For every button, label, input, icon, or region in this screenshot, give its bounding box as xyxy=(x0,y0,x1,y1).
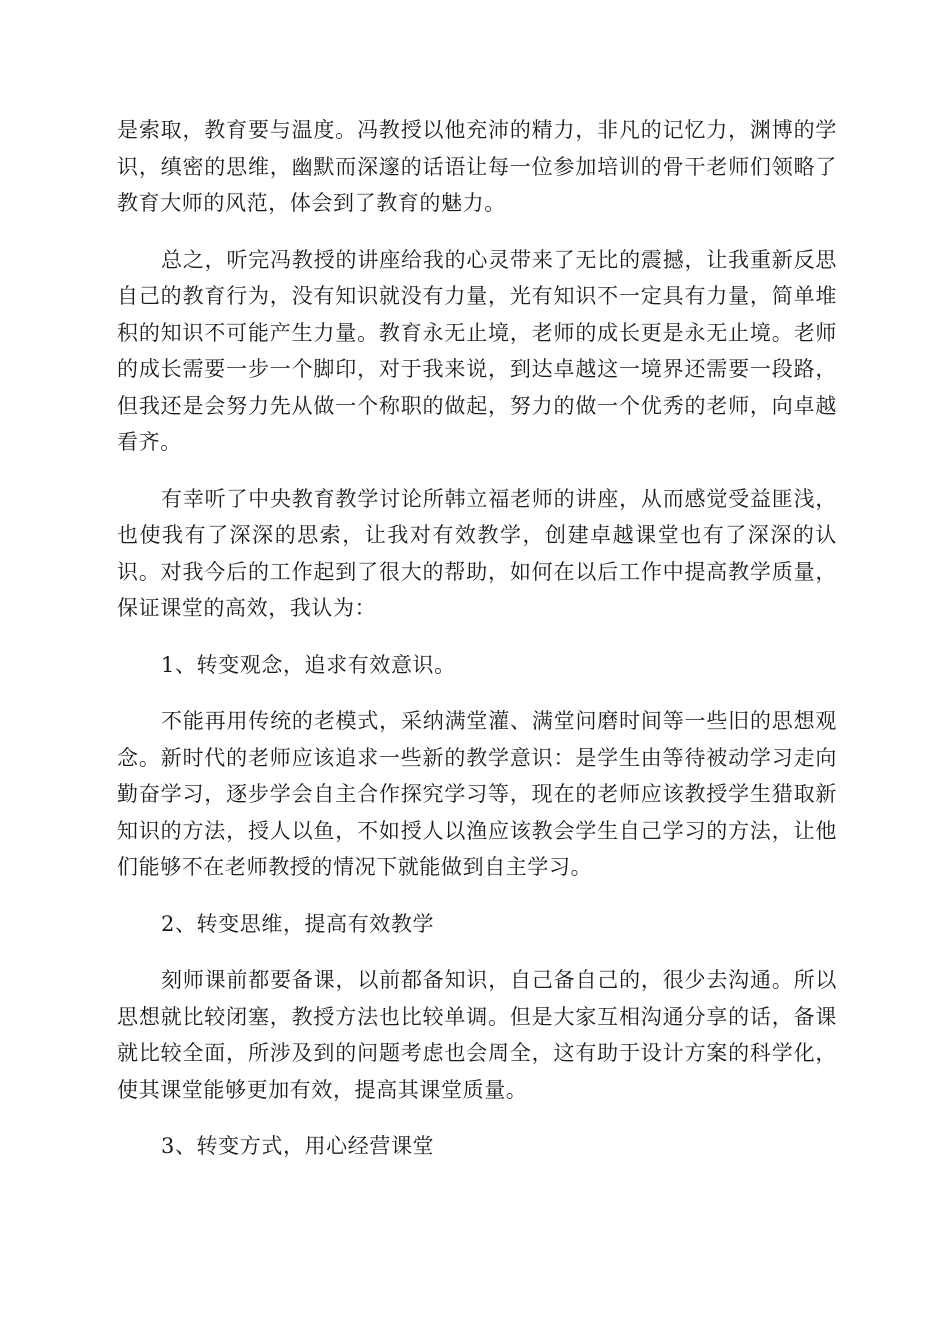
paragraph-point-1: 不能再用传统的老模式，采纳满堂灌、满堂问磨时间等一些旧的思想观念。新时代的老师应该追求一些新的教学意识：是学生由等待被动学习走向勤奋学习，逐步学会自主合作探究学习等，现在的老师应该教授学生猎取新知识的方法，授人以鱼，不如授人以渔应该教会学生自己学习的方法，让他们能够不在老师教授的情况下就能做到自主学习。 xyxy=(117,709,837,879)
paragraph-continuation: 是索取，教育要与温度。冯教授以他充沛的精力，非凡的记忆力，渊博的学识，缜密的思维，幽默而深邃的话语让每一位参加培训的骨干老师们领略了教育大师的风范，体会到了教育的魅力。 xyxy=(117,118,837,215)
heading-point-3: 3、转变方式，用心经营课堂 xyxy=(161,1134,435,1158)
heading-point-2: 2、转变思维，提高有效教学 xyxy=(161,911,435,936)
paragraph-point-2: 刻师课前都要备课，以前都备知识，自己备自己的，很少去沟通。所以思想就比较闭塞，教授方法也比较单调。但是大家互相沟通分享的话，备课就比较全面，所涉及到的问题考虑也会周全，这有助于设计方案的科学化，使其课堂能够更加有效，提高其课堂质量。 xyxy=(117,968,837,1102)
paragraph-conclusion: 总之，听完冯教授的讲座给我的心灵带来了无比的震撼，让我重新反思自己的教育行为，没有知识就没有力量，光有知识不一定具有力量，简单堆积的知识不可能产生力量。教育永无止境，老师的成长更是永无止境。老师的成长需要一步一个脚印，对于我来说，到达卓越这一境界还需要一段路，但我还是会努力先从做一个称职的做起，努力的做一个优秀的老师，向卓越看齐。 xyxy=(117,247,837,454)
document-body xyxy=(117,112,837,1185)
heading-point-1: 1、转变观念，追求有效意识。 xyxy=(161,652,456,677)
paragraph-lecture-reflection: 有幸听了中央教育教学讨论所韩立福老师的讲座，从而感觉受益匪浅，也使我有了深深的思索，让我对有效教学，创建卓越课堂也有了深深的认识。对我今后的工作起到了很大的帮助，如何在以后工作中提高教学质量，保证课堂的高效，我认为： xyxy=(117,486,837,620)
